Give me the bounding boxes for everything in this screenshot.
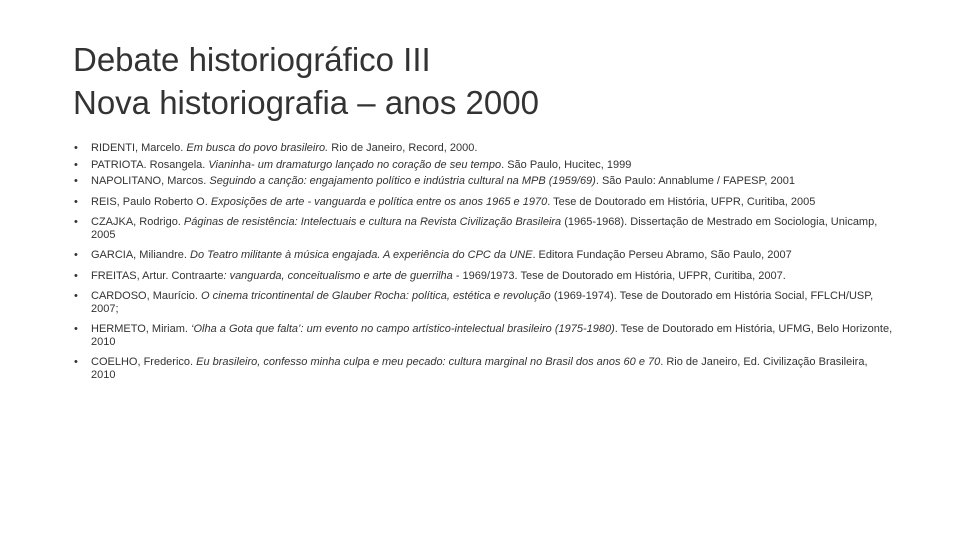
reference-author: PATRIOTA. Rosangela.: [91, 158, 209, 171]
reference-work-title: : vanguarda, conceitualismo e arte de guerrilha: [223, 269, 453, 282]
reference-details: . São Paulo: Annablume / FAPESP, 2001: [595, 175, 796, 187]
reference-work-title: ‘Olha a Gota que falta’: um evento no campo artístico-intelectual brasileiro (1975-1980): [191, 323, 615, 335]
reference-work-title: Páginas de resistência: Intelectuais e cultura na Revista Civilização Brasileira: [183, 216, 562, 228]
reference-item: [74, 142, 894, 155]
reference-author: HERMETO, Miriam.: [91, 323, 192, 335]
reference-item: [74, 356, 894, 381]
reference-work-title: Eu brasileiro, confesso minha culpa e meu pecado: cultura marginal no Brasil dos anos 60 e 70: [196, 356, 661, 368]
reference-list: [74, 142, 894, 389]
reference-author: COELHO, Frederico.: [91, 356, 197, 368]
reference-work-title: Do Teatro militante à música engajada. A experiência do CPC da UNE: [190, 249, 533, 261]
reference-work-title: Seguindo a canção: engajamento político e indústria cultural na MPB (1959/69): [209, 175, 596, 187]
reference-author: CZAJKA, Rodrigo.: [91, 216, 184, 228]
reference-author: CARDOSO, Maurício.: [91, 290, 202, 302]
reference-details: . Editora Fundação Perseu Abramo, São Paulo, 2007: [532, 249, 792, 261]
reference-item: [74, 290, 894, 315]
reference-details: . Tese de Doutorado em História, UFPR, Curitiba, 2005: [547, 195, 816, 208]
reference-work-title: Exposições de arte - vanguarda e política entre os anos 1965 e 1970: [210, 195, 548, 208]
reference-author: RIDENTI, Marcelo.: [91, 142, 187, 154]
reference-author: NAPOLITANO, Marcos.: [91, 175, 210, 187]
reference-item: [74, 270, 894, 283]
reference-item: [74, 196, 894, 209]
reference-author: REIS, Paulo Roberto O.: [91, 195, 211, 208]
reference-author: FREITAS, Artur. Contraarte: [91, 269, 224, 282]
reference-details: (1965-1968). Dissertação de Mestrado em Sociologia, Unicamp, 2005: [91, 216, 878, 241]
reference-item: [74, 175, 894, 188]
slide-title: [73, 38, 539, 124]
reference-author: GARCIA, Miliandre.: [91, 249, 191, 261]
reference-item: [74, 216, 894, 241]
reference-work-title: Em busca do povo brasileiro.: [186, 142, 329, 154]
reference-item: [74, 159, 894, 172]
reference-item: [74, 249, 894, 262]
slide-title-line-2: Nova historiografia – anos 2000: [73, 84, 539, 121]
reference-work-title: Vianinha- um dramaturgo lançado no coração de seu tempo: [208, 158, 502, 171]
reference-details: - 1969/1973. Tese de Doutorado em História, UFPR, Curitiba, 2007.: [452, 269, 786, 282]
reference-details: . Rio de Janeiro, Ed. Civilização Brasileira, 2010: [91, 356, 868, 381]
slide-title-line-1: Debate historiográfico III: [73, 41, 431, 78]
reference-details: Rio de Janeiro, Record, 2000.: [328, 142, 478, 154]
reference-item: [74, 323, 894, 348]
reference-details: . Tese de Doutorado em História, UFMG, Belo Horizonte, 2010: [91, 323, 893, 348]
reference-details: (1969-1974). Tese de Doutorado em História Social, FFLCH/USP, 2007;: [91, 290, 874, 315]
reference-details: . São Paulo, Hucitec, 1999: [501, 158, 632, 171]
reference-work-title: O cinema tricontinental de Glauber Rocha: política, estética e revolução: [201, 290, 551, 302]
